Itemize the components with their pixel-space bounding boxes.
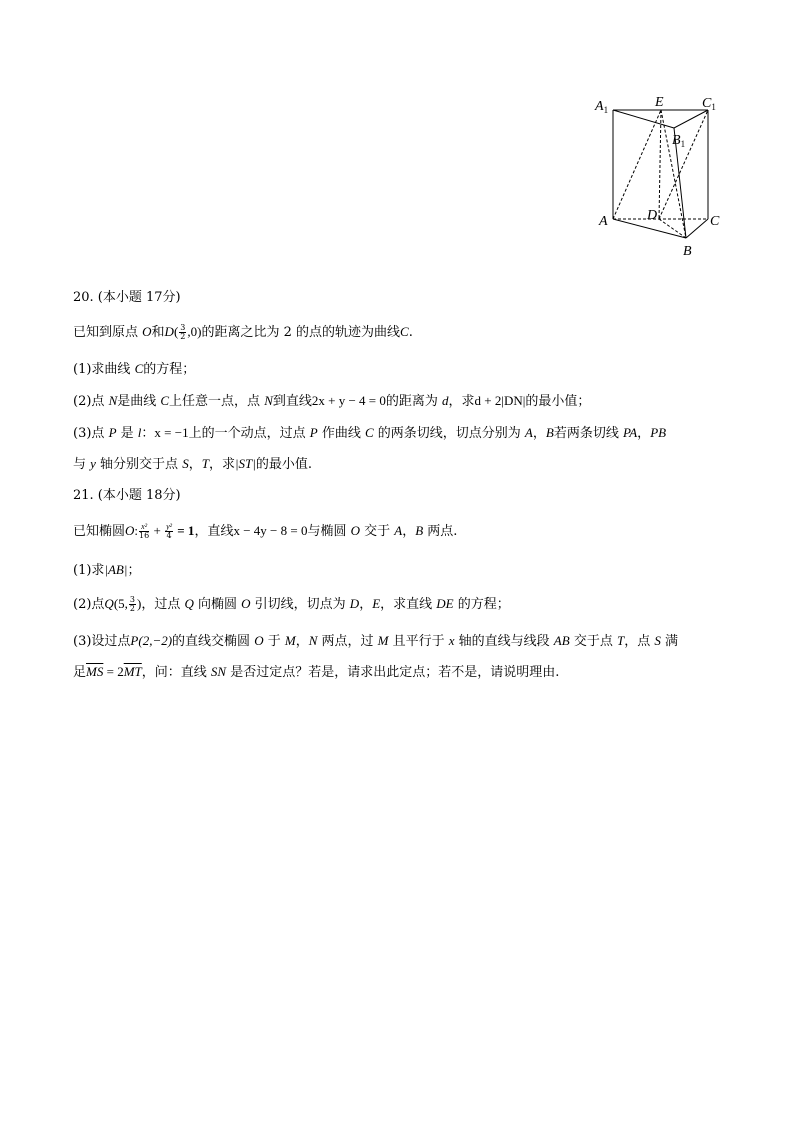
label-C1: $C_1$ xyxy=(702,96,716,112)
edge-D-B xyxy=(659,219,686,238)
q20-stem: 已知到原点 O和D( $\frac{3}{2}$ ,0)的距离之比为 2 的点的轨迹为曲线C. xyxy=(73,323,413,341)
edge-A1-B1 xyxy=(613,110,674,128)
edge-A-E xyxy=(613,110,661,219)
label-C: C xyxy=(710,214,720,229)
label-A1: $A_1$ xyxy=(595,99,609,115)
q21-header: 21. (本小题 18分) xyxy=(73,488,181,503)
q20-part3-line2: 与 y 轴分别交于点 S，T，求|ST|的最小值. xyxy=(73,456,312,472)
q20-part3-line1: (3)点 P 是 l：x = −1上的一个动点，过点 P 作曲线 C 的两条切线，切点分别为 A，B若两条切线 PA，PB xyxy=(73,425,667,441)
edge-E-D xyxy=(659,110,661,219)
label-A: A xyxy=(599,214,608,229)
q21-part1: (1)求|AB|； xyxy=(73,562,141,578)
prism-figure xyxy=(590,92,730,260)
q21-part3-line1: (3)设过点P(2,−2)的直线交椭圆 O 于 M，N 两点，过 M 且平行于 x 轴的直线与线段 AB 交于点 T，点 S 满 xyxy=(73,633,678,649)
q21-part2: (2)点Q(5, $\frac{3}{2}$ )，过点 Q 向椭圆 O 引切线，切点为 D，E，求直线 DE 的方程； xyxy=(73,595,510,613)
label-E: E xyxy=(655,95,664,110)
label-B1: $B_1$ xyxy=(672,133,686,149)
edge-B1-C1 xyxy=(674,110,708,128)
q20-part1: (1)求曲线 C的方程； xyxy=(73,361,196,377)
q20-header: 20. (本小题 17分) xyxy=(73,290,181,305)
q20-part2: (2)点 N是曲线 C上任意一点，点 N到直线2x + y − 4 = 0的距离为 d，求d + 2|DN|的最小值； xyxy=(73,393,591,409)
edge-B-C xyxy=(686,219,708,238)
label-D: D xyxy=(647,208,658,223)
prism-diagram xyxy=(590,92,730,260)
edge-D-C1 xyxy=(659,110,708,219)
label-B: B xyxy=(683,244,692,259)
q21-part3-line2: 足$\overline{MS} = 2\overline{MT}$，问：直线 SN 是否过定点？若是，请求出此定点；若不是，请说明理由. xyxy=(73,664,560,680)
q21-stem: 已知椭圆O: $\frac{\text{x²}}{16}$ + $\frac{\text{y²}}{4}$ = 1，直线x − 4y − 8 = 0与椭圆 O 交于 A，B 两点. xyxy=(73,522,458,540)
